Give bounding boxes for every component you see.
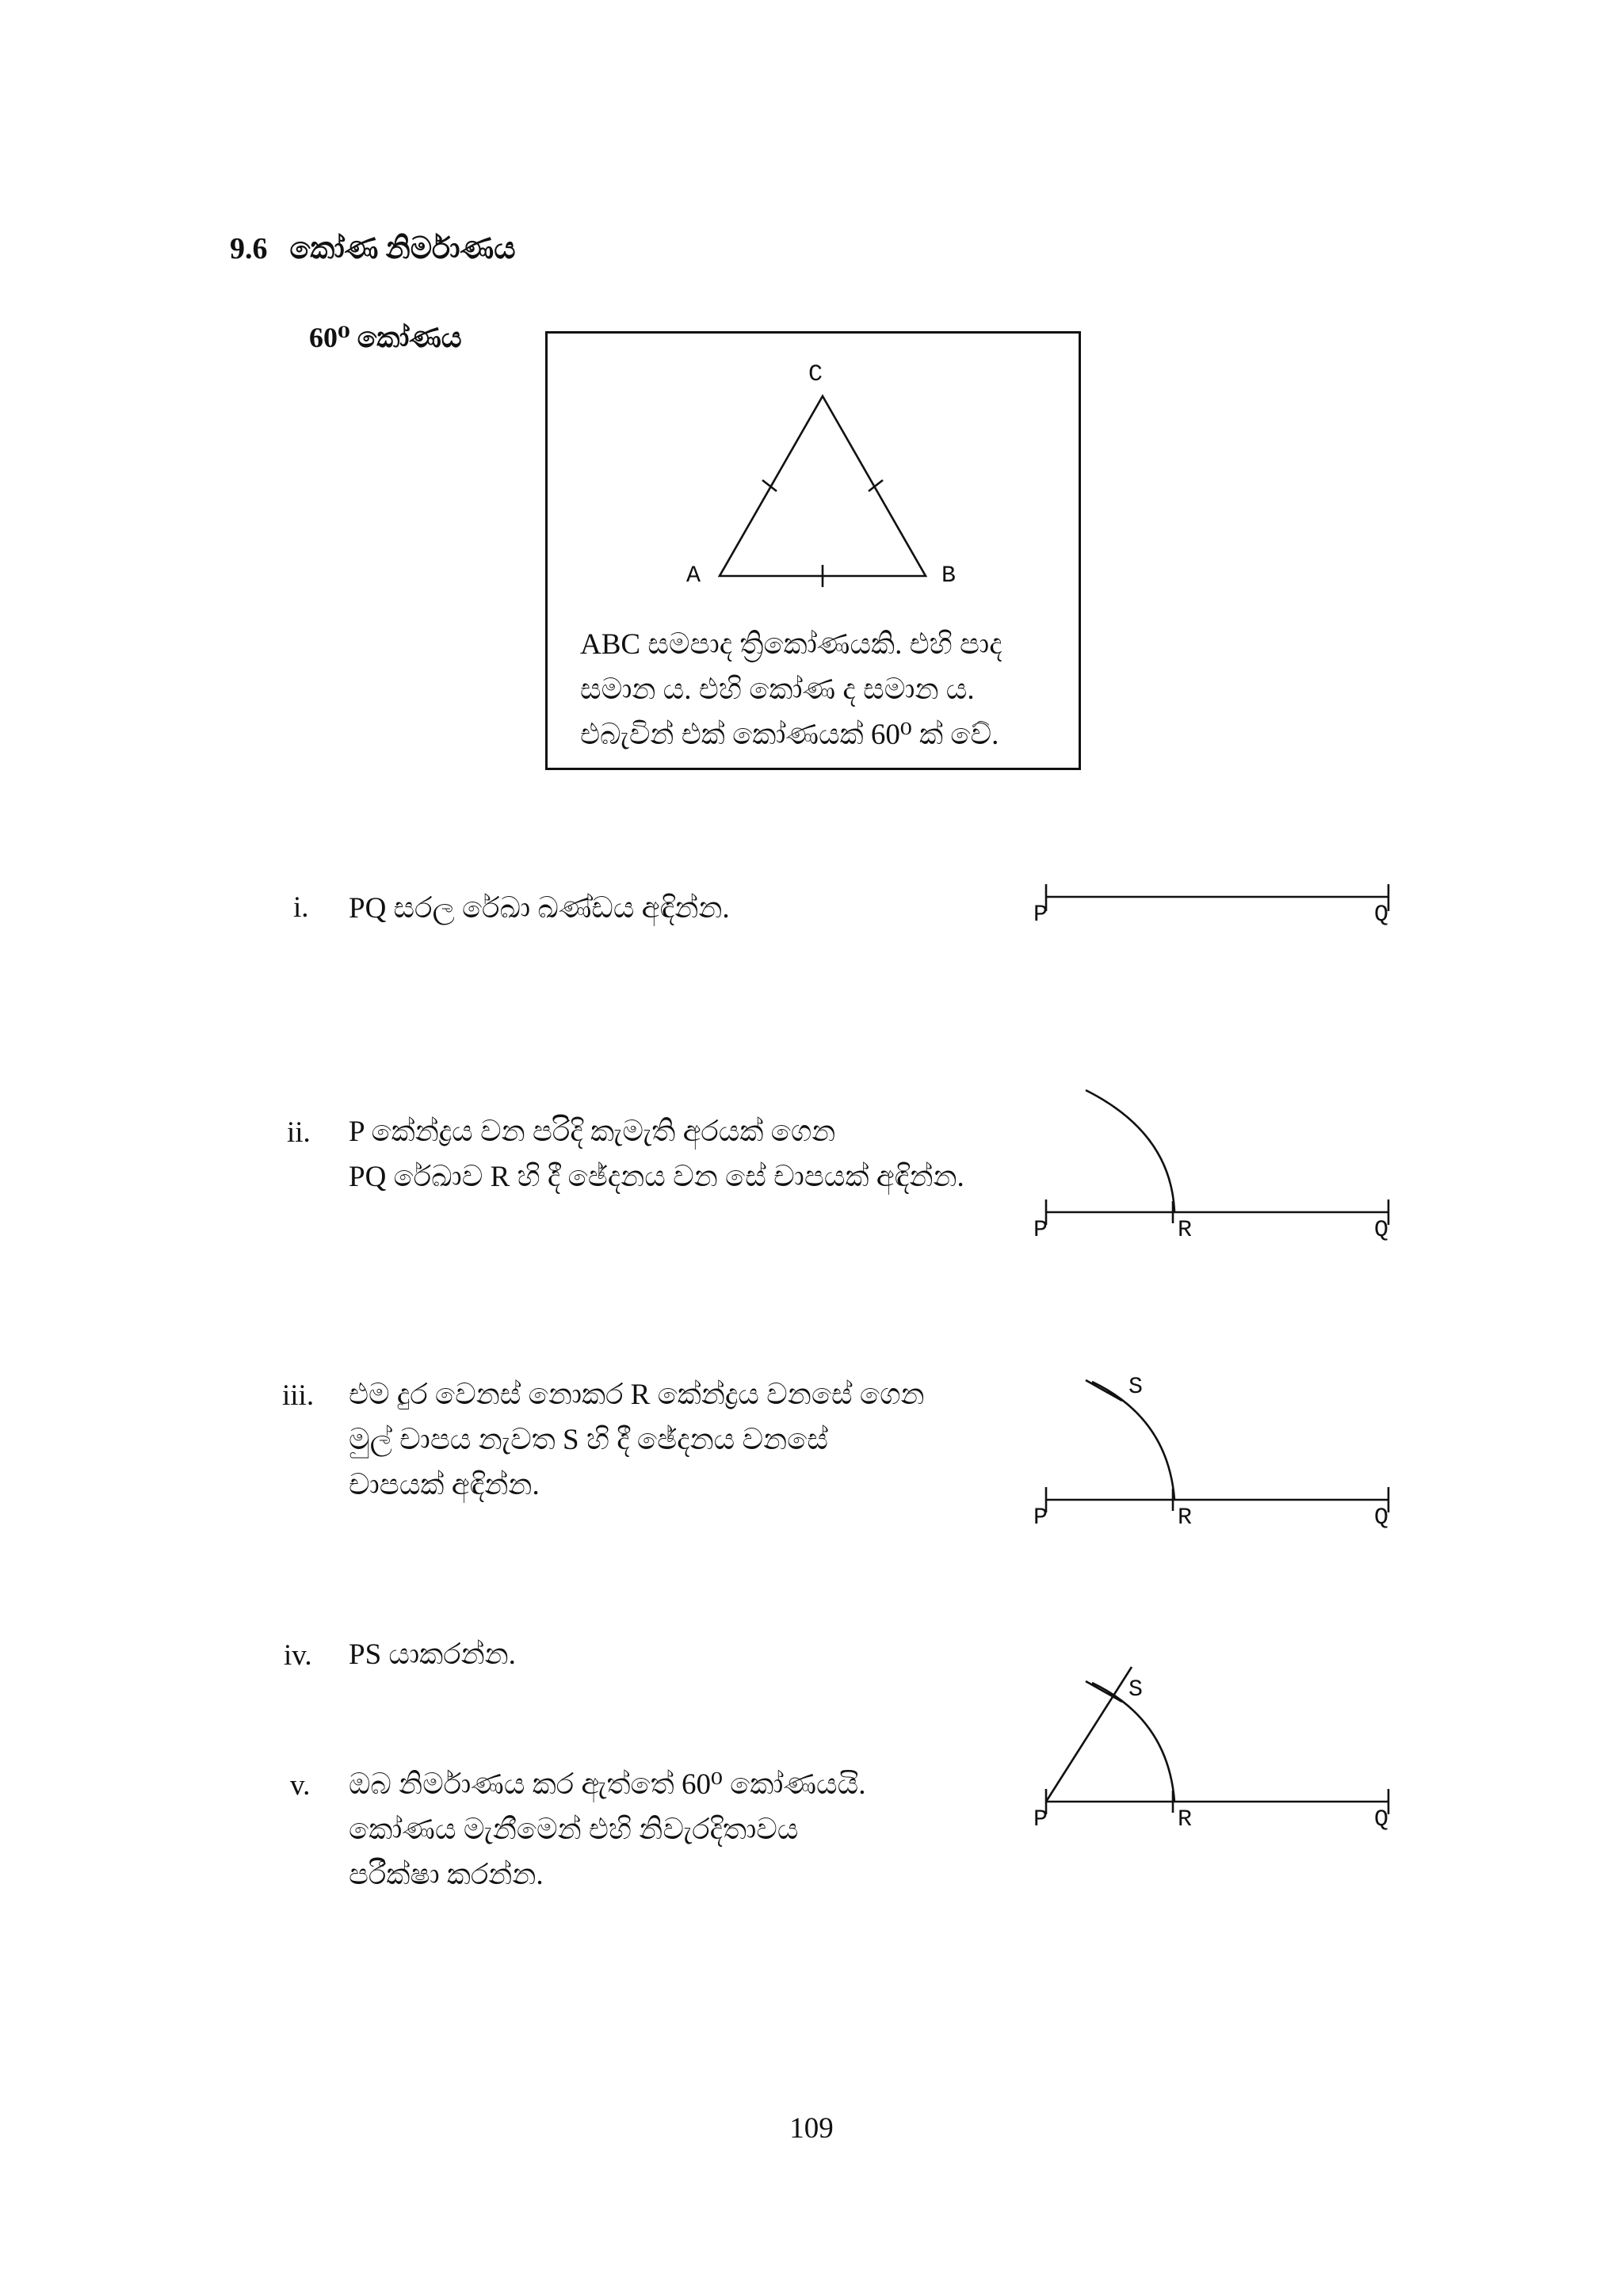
step-text — [349, 1632, 516, 1677]
step-line: P කේන්ද්‍රය වන පරිදි කැමැති අරයක් ගෙන — [349, 1116, 836, 1148]
step-text — [349, 886, 730, 931]
arc-center-r-3 — [1086, 1380, 1122, 1401]
step-number: v. — [290, 1769, 311, 1802]
step-line: පරීක්ෂා කරන්න. — [349, 1859, 544, 1891]
label-a: A — [686, 563, 701, 589]
line-ps-5 — [1046, 1667, 1132, 1802]
explanation-line: සමාන ය. එහි කෝණ ද සමාන ය. — [580, 673, 975, 706]
step-line: මුල් චාපය නැවත S හි දී ඡේදනය වනසේ — [349, 1424, 828, 1456]
triangle-explanation — [580, 622, 1056, 757]
explanation-line: ABC සමපාද ත්‍රිකෝණයකි. එහි පාද — [580, 628, 1002, 661]
step-number: i. — [293, 891, 309, 924]
step-line: චාපයක් අඳින්න. — [349, 1469, 540, 1501]
arc-center-p-2 — [1086, 1090, 1174, 1212]
subheading-60-degree-angle: 60⁰ කෝණය — [309, 322, 462, 353]
step-line: කෝණය මැනීමෙන් එහි නිවැරදිතාවය — [349, 1814, 799, 1846]
step-number: iv. — [284, 1639, 312, 1672]
label-q: Q — [1374, 1217, 1389, 1244]
step-text — [349, 1762, 866, 1897]
label-q: Q — [1374, 902, 1389, 929]
label-p: P — [1033, 902, 1048, 929]
explanation-line: එබැවින් එක් කෝණයක් 60⁰ ක් වේ. — [580, 719, 999, 751]
step-line: එම දුර වෙනස් නොකර R කේන්ද්‍රය වනසේ ගෙන — [349, 1379, 925, 1411]
step-line: ඔබ නිර්මාණය කර ඇත්තේ 60⁰ කෝණයයි. — [349, 1768, 866, 1801]
label-c: C — [808, 361, 823, 388]
triangle-abc — [720, 396, 926, 576]
label-s: S — [1128, 1374, 1144, 1401]
label-p: P — [1033, 1217, 1048, 1244]
section-title: කෝණ නිර්මාණය — [289, 232, 516, 265]
label-q: Q — [1374, 1806, 1389, 1833]
label-p: P — [1033, 1806, 1048, 1833]
step-number: ii. — [287, 1116, 311, 1149]
label-q: Q — [1374, 1505, 1389, 1531]
step-number: iii. — [282, 1379, 315, 1412]
page-number: 109 — [789, 2112, 834, 2145]
label-r: R — [1178, 1217, 1193, 1244]
label-p: P — [1033, 1505, 1048, 1531]
step-line: PQ සරල රේඛා ඛණ්ඩය අඳින්න. — [349, 892, 730, 925]
step-line: PS යාකරන්න. — [349, 1638, 516, 1671]
step-text — [349, 1372, 925, 1508]
label-r: R — [1178, 1505, 1193, 1531]
section-number: 9.6 — [230, 232, 268, 265]
step-text — [349, 1109, 964, 1199]
step-line: PQ රේඛාව R හි දී ඡේදනය වන සේ චාපයක් අඳින්න. — [349, 1161, 964, 1193]
label-s: S — [1128, 1676, 1144, 1703]
label-r: R — [1178, 1806, 1193, 1833]
label-b: B — [941, 563, 957, 589]
